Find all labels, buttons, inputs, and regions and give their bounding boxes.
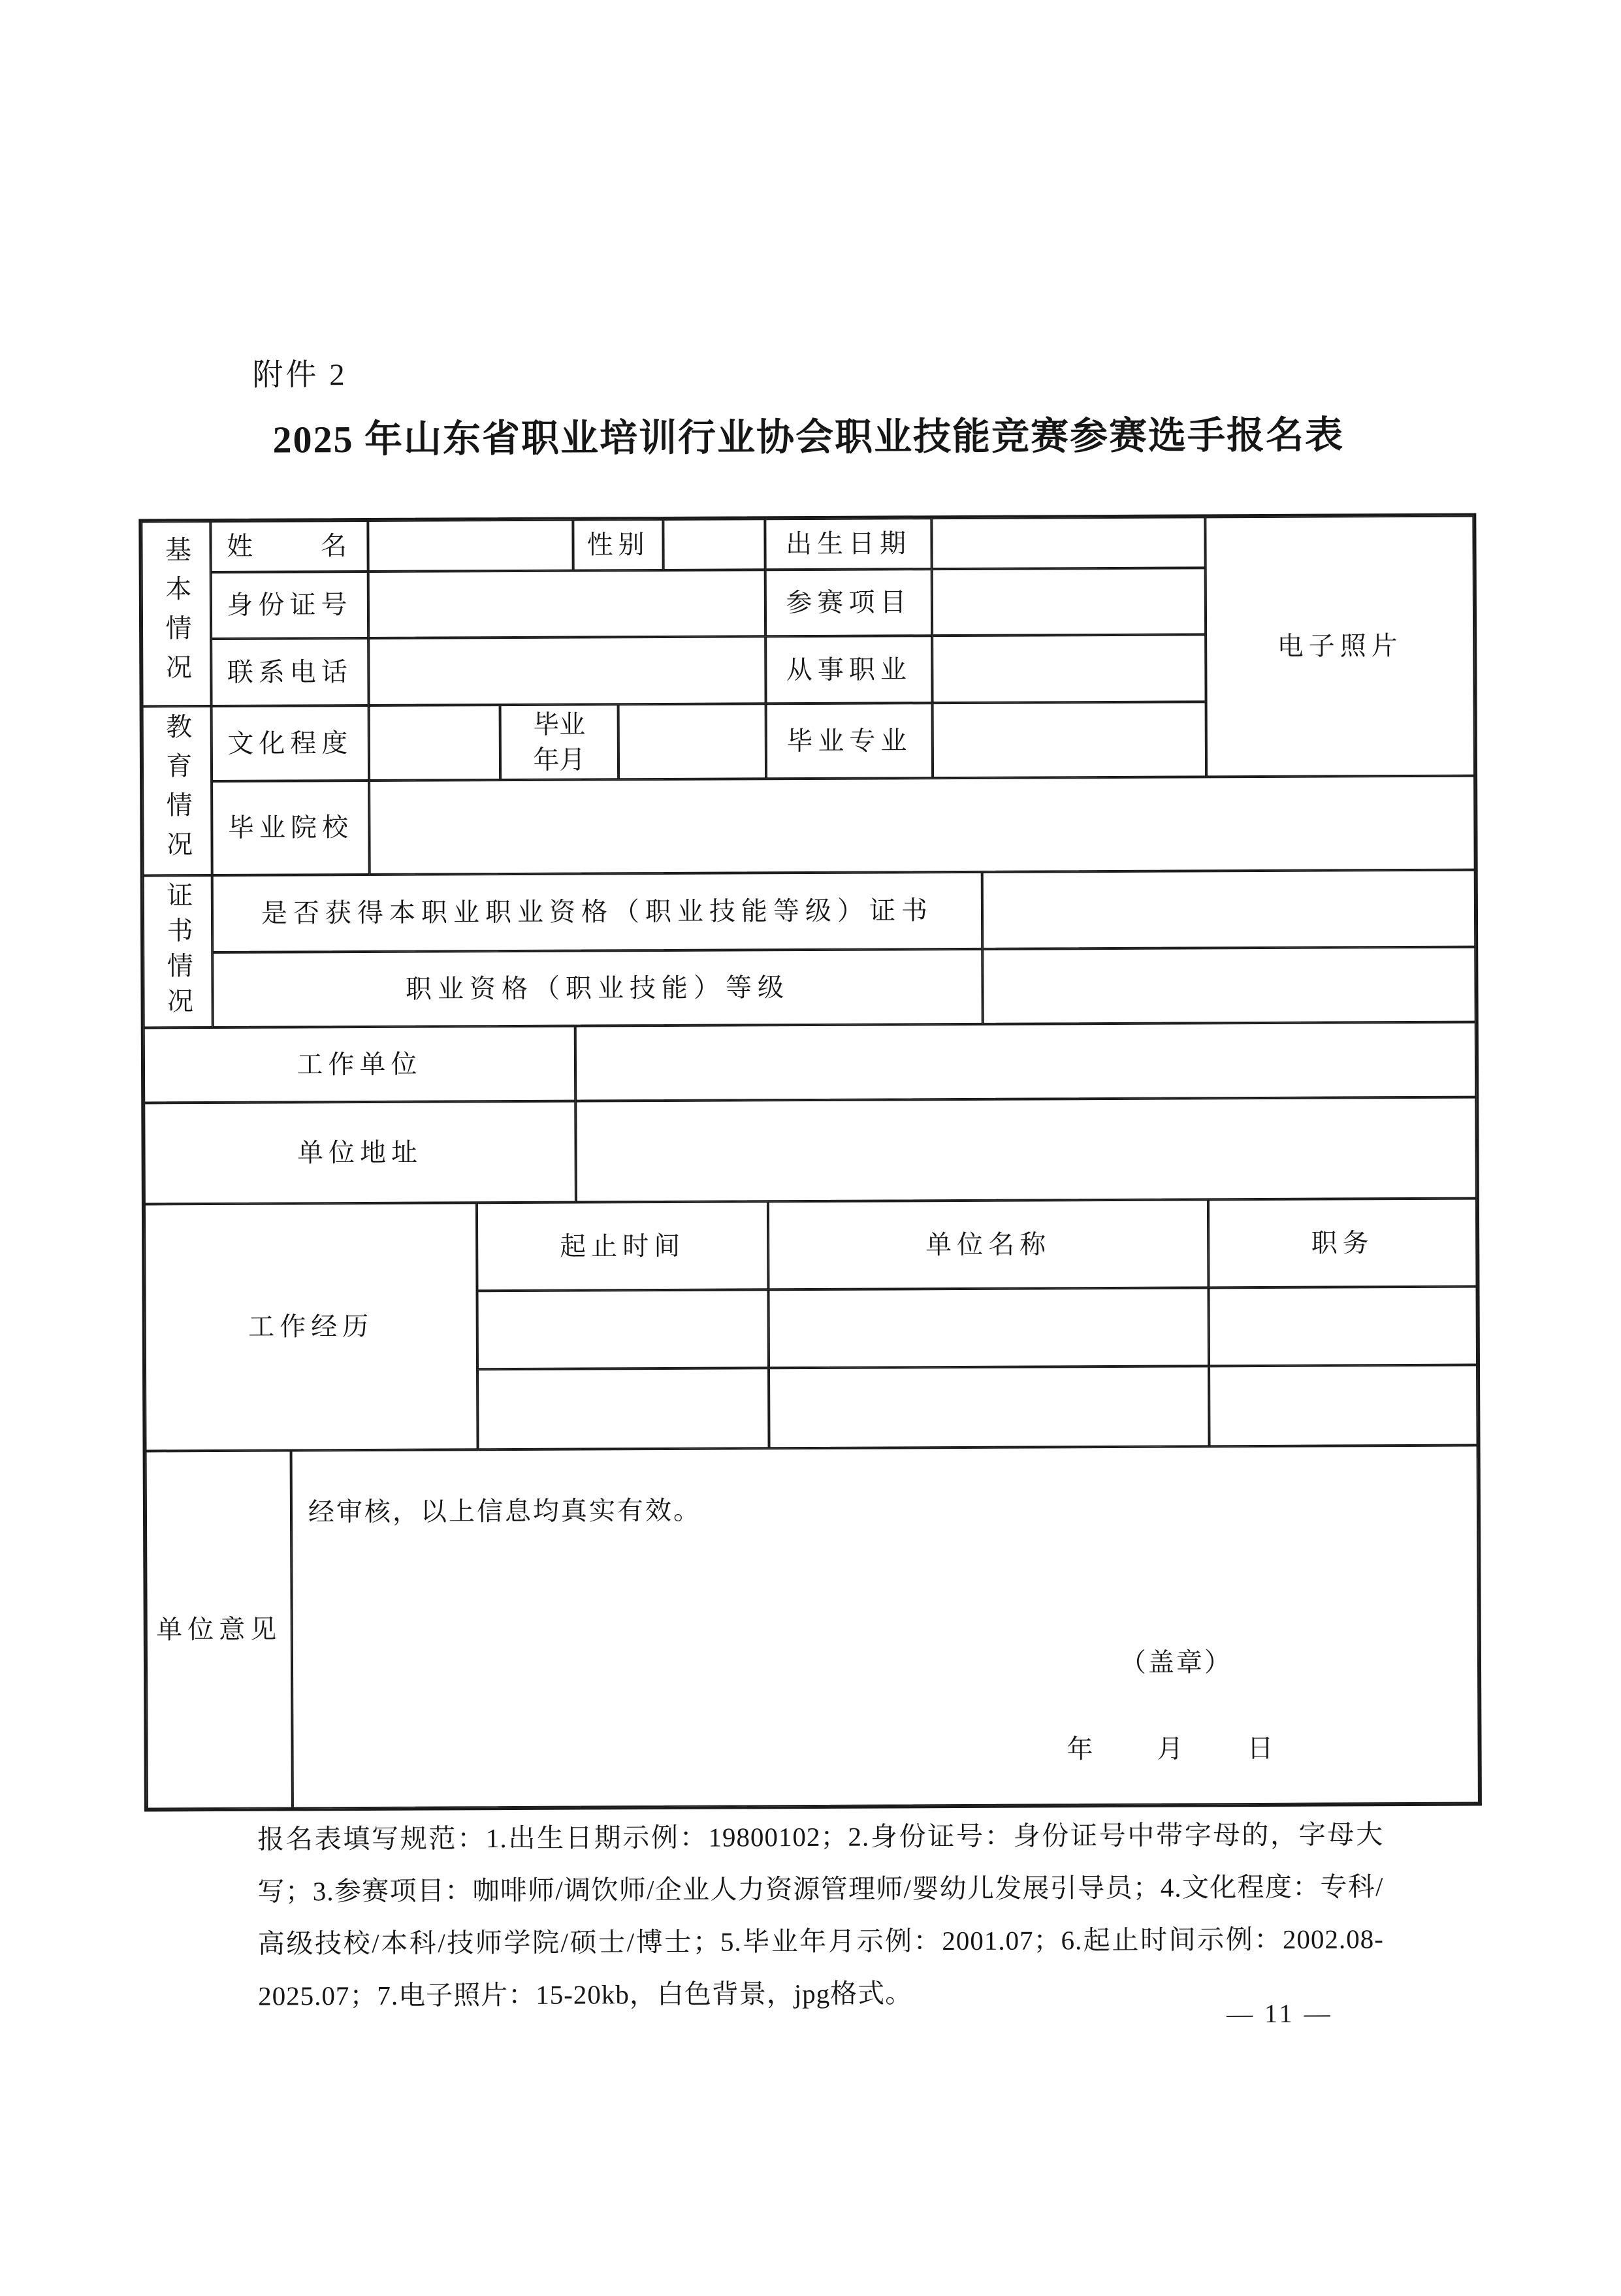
field-graduation-ym-input-cell: [618, 703, 766, 779]
field-graduation-ym-label: 毕业 年月: [500, 704, 619, 780]
field-id-number-label: 身份证号: [211, 572, 368, 639]
field-graduation-major-input-cell: [933, 702, 1206, 778]
work-history-row1-period-cell: [477, 1289, 769, 1369]
field-gender-input-cell: [663, 519, 765, 570]
work-history-row2-unit-cell: [769, 1366, 1210, 1448]
section-label-basic-info-text: 基本情况: [161, 535, 192, 692]
page-title: 2025 年山东省职业培训行业协会职业技能竞赛参赛选手报名表: [272, 413, 1345, 461]
field-name-input-cell: [368, 520, 573, 572]
field-education-level-input-cell: [369, 705, 500, 781]
field-graduation-major-label: 毕业专业: [766, 703, 933, 779]
field-work-unit-input-cell: [575, 1022, 1476, 1101]
field-contact-phone-label: 联系电话: [211, 638, 368, 706]
unit-opinion-content-cell: [291, 1446, 1479, 1809]
field-graduation-school-input-cell: [369, 776, 1475, 875]
work-history-header-unit-name: 单位名称: [768, 1199, 1209, 1289]
registration-form-table: [138, 513, 1482, 1812]
opinion-date-line: 年 月 日: [1067, 1733, 1277, 1764]
field-birth-date-input-cell: [931, 517, 1205, 569]
filling-instructions: 报名表填写规范：1.出生日期示例：19800102；2.身份证号：身份证号中带字母的，字母大写；3.参赛项目：咖啡师/调饮师/企业人力资源管理师/婴幼儿发展引导员；4.文化程度：专科/高级技校/本科/技师学院/硕士/博士；5.毕业年月示例：2001.07；6.起止时间示例：2002.08-2025.07；7.电子照片：15-20kb，白色背景，jpg格式。: [257, 1819, 1384, 2011]
field-cert-obtained-input-cell: [982, 870, 1476, 949]
field-occupation-label: 从事职业: [765, 636, 932, 703]
field-cert-obtained-label: 是否获得本职业职业资格（职业技能等级）证书: [212, 872, 983, 952]
field-name-label: 姓 名: [210, 521, 368, 572]
opinion-statement: 经审核，以上信息均真实有效。: [308, 1495, 702, 1527]
electronic-photo-cell: 电子照片: [1205, 516, 1475, 777]
section-label-basic-info: [141, 521, 211, 706]
opinion-seal-placeholder: （盖章）: [1119, 1647, 1233, 1677]
field-competition-event-input-cell: [932, 568, 1206, 636]
work-history-row2-period-cell: [477, 1368, 769, 1449]
work-history-header-period: 起止时间: [477, 1201, 769, 1291]
section-label-certificate-info-text: 证书情况: [163, 881, 193, 1022]
page-number: — 11 —: [1226, 1998, 1333, 2029]
field-cert-level-label: 职业资格（职业技能）等级: [212, 949, 982, 1027]
field-graduation-school-label: 毕业院校: [212, 781, 370, 875]
field-gender-label: 性别: [573, 519, 663, 571]
field-contact-phone-input-cell: [368, 636, 765, 705]
work-history-row1-position-cell: [1208, 1287, 1477, 1366]
work-history-header-position: 职务: [1208, 1199, 1477, 1288]
field-id-number-input-cell: [368, 570, 765, 638]
attachment-label: 附件 2: [252, 358, 347, 393]
field-cert-level-input-cell: [982, 947, 1475, 1024]
field-competition-event-label: 参赛项目: [765, 569, 932, 636]
field-education-level-label: 文化程度: [212, 705, 369, 781]
field-work-unit-label: 工作单位: [144, 1026, 575, 1103]
section-label-education-info: [142, 706, 212, 875]
work-history-row1-unit-cell: [768, 1287, 1209, 1368]
work-history-row2-position-cell: [1209, 1365, 1478, 1447]
work-experience-label: 工作经历: [144, 1203, 478, 1451]
field-occupation-input-cell: [932, 634, 1206, 703]
section-label-certificate-info: [143, 875, 213, 1027]
field-unit-address-label: 单位地址: [144, 1101, 576, 1205]
section-label-education-info-text: 教育情况: [162, 712, 193, 869]
field-unit-address-input-cell: [575, 1097, 1477, 1203]
unit-opinion-label: 单位意见: [146, 1450, 293, 1809]
field-birth-date-label: 出生日期: [765, 518, 931, 570]
